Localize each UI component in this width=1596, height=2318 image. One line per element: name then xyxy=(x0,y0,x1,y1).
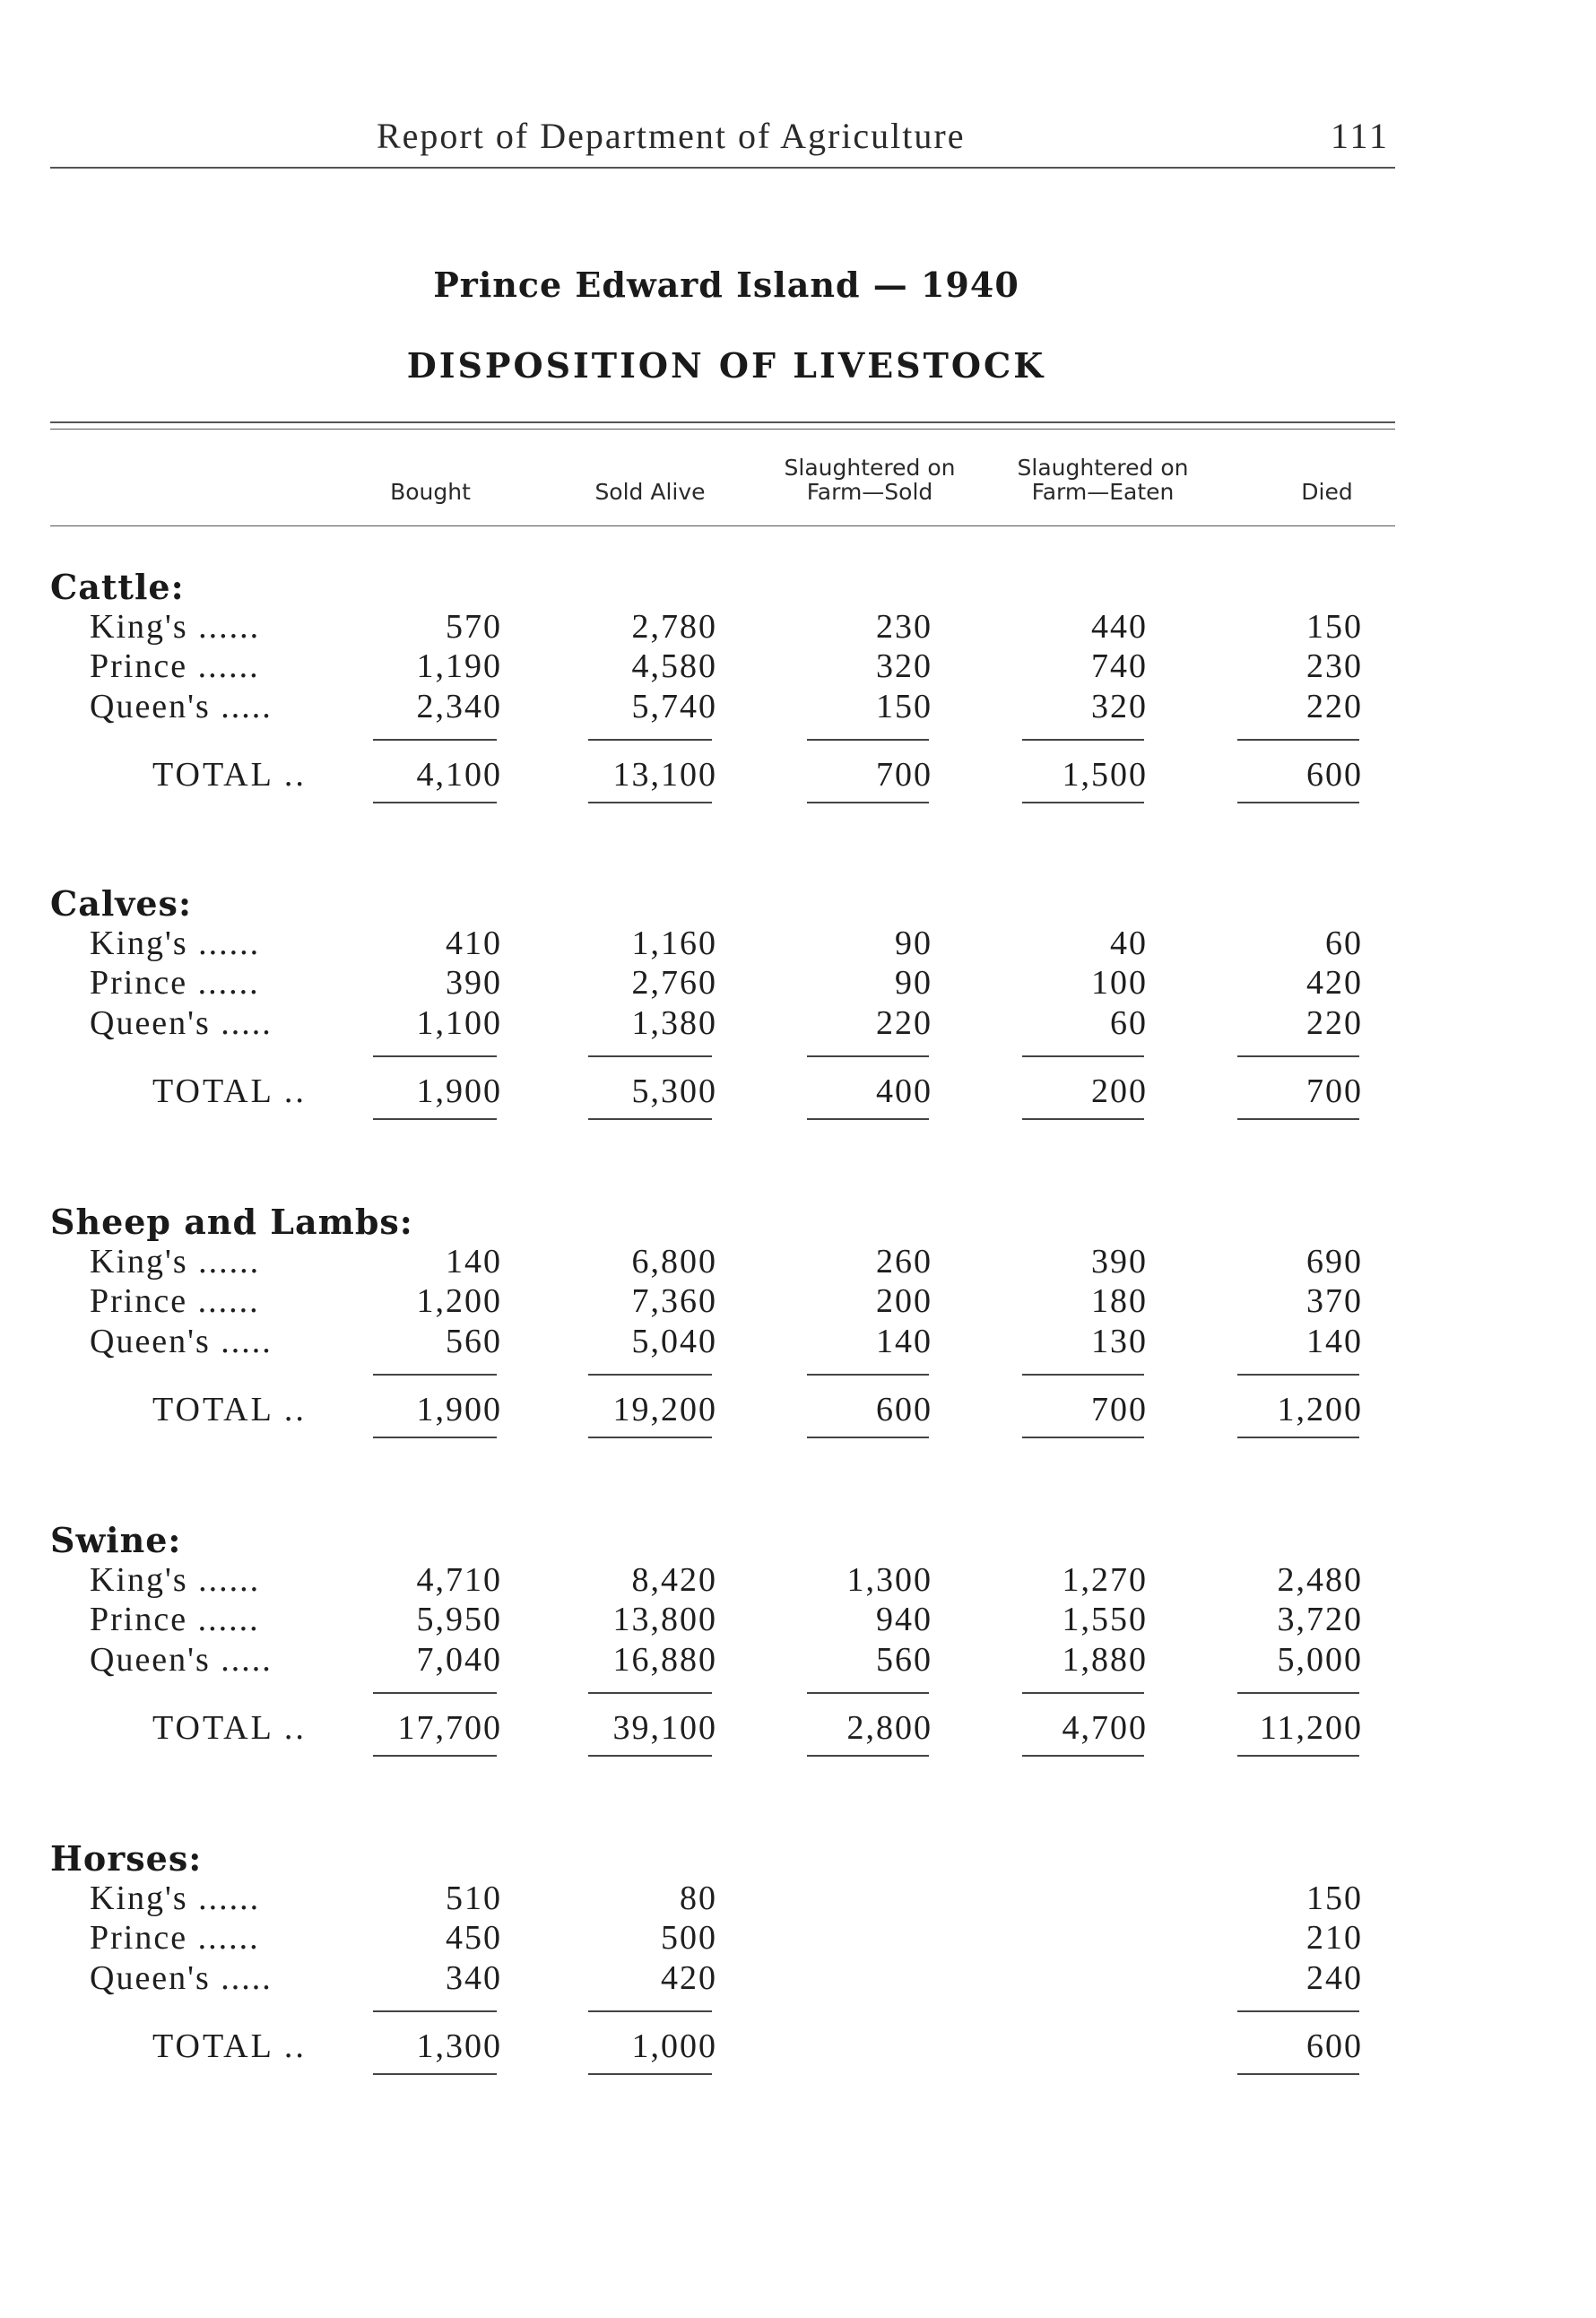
table-row-label: King's ...... xyxy=(90,1879,261,1917)
total-rule-top xyxy=(373,1374,497,1376)
table-row-label: King's ...... xyxy=(90,607,261,646)
table-top-rule xyxy=(50,421,1395,423)
cell-sold-alive: 420 xyxy=(661,1958,717,1997)
column-header-line1 xyxy=(359,456,502,480)
cell-died: 220 xyxy=(1306,1003,1363,1042)
column-header-line1: Slaughtered on xyxy=(784,455,956,481)
total-rule-top xyxy=(373,1692,497,1694)
total-rule-top xyxy=(373,2010,497,2012)
total-rule-bottom xyxy=(1022,1755,1144,1757)
cell-slaughtered-eaten: 440 xyxy=(1091,607,1148,646)
cell-slaughtered-eaten: 320 xyxy=(1091,687,1148,725)
total-rule-bottom xyxy=(373,1755,497,1757)
cell-slaughtered-sold: 90 xyxy=(895,924,932,962)
cell-bought: 510 xyxy=(446,1879,502,1917)
total-rule-top xyxy=(1237,2010,1359,2012)
cell-slaughtered-sold: 90 xyxy=(895,964,932,1002)
table-row-label: Queen's ..... xyxy=(90,1322,273,1360)
page-number: 111 xyxy=(1331,116,1391,156)
total-rule-bottom xyxy=(807,1437,929,1438)
cell-slaughtered-sold: 260 xyxy=(876,1242,932,1281)
cell-slaughtered-sold: 150 xyxy=(876,687,932,725)
column-header-line2: Bought xyxy=(390,479,471,505)
total-rule-top xyxy=(807,1055,929,1057)
cell-bought: 5,950 xyxy=(416,1601,502,1638)
cell-slaughtered-eaten: 130 xyxy=(1091,1322,1148,1360)
cell-slaughtered-eaten: 100 xyxy=(1091,964,1148,1002)
total-slaughtered-sold: 700 xyxy=(876,756,932,794)
total-rule-bottom xyxy=(588,1755,712,1757)
total-bought: 1,900 xyxy=(416,1072,502,1110)
table-top-rule-2 xyxy=(50,429,1395,430)
total-died: 700 xyxy=(1306,1072,1363,1110)
column-header-line2: Farm—Sold xyxy=(806,479,933,505)
total-sold-alive: 1,000 xyxy=(631,2027,717,2065)
total-rule-bottom xyxy=(373,2073,497,2075)
table-row-label: Queen's ..... xyxy=(90,1640,273,1679)
cell-bought: 340 xyxy=(446,1958,502,1997)
cell-slaughtered-sold: 220 xyxy=(876,1003,932,1042)
total-label: TOTAL .. xyxy=(152,756,307,794)
total-rule-bottom xyxy=(1237,1755,1359,1757)
cell-sold-alive: 6,800 xyxy=(631,1242,717,1281)
total-slaughtered-eaten: 700 xyxy=(1091,1391,1148,1428)
total-rule-bottom xyxy=(1022,1437,1144,1438)
cell-died: 210 xyxy=(1306,1919,1363,1957)
table-row-label: Prince ...... xyxy=(90,1919,260,1957)
cell-bought: 1,190 xyxy=(416,647,502,685)
table-row-label: Prince ...... xyxy=(90,647,260,685)
total-rule-bottom xyxy=(588,1118,712,1120)
cell-died: 2,480 xyxy=(1277,1560,1363,1599)
cell-died: 140 xyxy=(1306,1322,1363,1360)
total-died: 600 xyxy=(1306,756,1363,794)
header-rule xyxy=(50,167,1395,169)
total-rule-top xyxy=(373,739,497,741)
cell-bought: 560 xyxy=(446,1322,502,1360)
total-rule-top xyxy=(1237,739,1359,741)
cell-bought: 4,710 xyxy=(416,1560,502,1599)
column-header-line2: Sold Alive xyxy=(594,479,706,505)
cell-bought: 570 xyxy=(446,607,502,646)
column-header-line1: Slaughtered on xyxy=(1017,455,1189,481)
cell-slaughtered-sold: 940 xyxy=(876,1601,932,1638)
total-label: TOTAL .. xyxy=(152,1072,307,1110)
total-sold-alive: 39,100 xyxy=(612,1709,717,1747)
table-row-label: Queen's ..... xyxy=(90,1003,273,1042)
total-rule-bottom xyxy=(1022,1118,1144,1120)
cell-bought: 450 xyxy=(446,1919,502,1957)
total-died: 1,200 xyxy=(1277,1391,1363,1428)
cell-slaughtered-sold: 560 xyxy=(876,1640,932,1679)
cell-died: 240 xyxy=(1306,1958,1363,1997)
cell-slaughtered-eaten: 740 xyxy=(1091,647,1148,685)
cell-slaughtered-sold: 230 xyxy=(876,607,932,646)
section-label: Horses: xyxy=(50,1838,203,1879)
total-rule-top xyxy=(588,2010,712,2012)
table-row-label: Prince ...... xyxy=(90,964,260,1002)
column-header-line2: Farm—Eaten xyxy=(1031,479,1175,505)
total-rule-top xyxy=(1237,1374,1359,1376)
cell-slaughtered-eaten: 1,550 xyxy=(1062,1601,1148,1638)
total-died: 600 xyxy=(1306,2027,1363,2065)
total-rule-top xyxy=(1022,1055,1144,1057)
total-sold-alive: 13,100 xyxy=(612,756,717,794)
total-rule-bottom xyxy=(807,1118,929,1120)
cell-sold-alive: 2,780 xyxy=(631,607,717,646)
cell-sold-alive: 7,360 xyxy=(631,1282,717,1320)
running-head xyxy=(0,115,1596,169)
cell-slaughtered-eaten: 60 xyxy=(1110,1003,1148,1042)
table-subtitle: DISPOSITION OF LIVESTOCK xyxy=(406,345,1046,386)
cell-bought: 2,340 xyxy=(416,687,502,725)
cell-bought: 410 xyxy=(446,924,502,962)
cell-bought: 7,040 xyxy=(416,1640,502,1679)
total-slaughtered-sold: 600 xyxy=(876,1391,932,1428)
cell-died: 3,720 xyxy=(1277,1601,1363,1638)
column-header-slaughtered-sold xyxy=(771,456,968,504)
total-slaughtered-sold: 400 xyxy=(876,1072,932,1110)
total-rule-top xyxy=(588,1692,712,1694)
total-bought: 1,900 xyxy=(416,1391,502,1428)
cell-sold-alive: 500 xyxy=(661,1919,717,1957)
cell-sold-alive: 1,380 xyxy=(631,1003,717,1042)
total-rule-bottom xyxy=(373,1118,497,1120)
total-slaughtered-eaten: 4,700 xyxy=(1062,1709,1148,1747)
table-row-label: King's ...... xyxy=(90,924,261,962)
total-slaughtered-eaten: 1,500 xyxy=(1062,756,1148,794)
total-rule-bottom xyxy=(1237,1437,1359,1438)
cell-sold-alive: 4,580 xyxy=(631,647,717,685)
section-label: Calves: xyxy=(50,883,192,924)
cell-died: 230 xyxy=(1306,647,1363,685)
total-bought: 17,700 xyxy=(397,1709,502,1747)
section-label: Swine: xyxy=(50,1520,182,1560)
total-rule-top xyxy=(588,739,712,741)
total-rule-top xyxy=(1022,1692,1144,1694)
cell-slaughtered-sold: 1,300 xyxy=(846,1560,932,1599)
column-header-sold-alive xyxy=(565,456,735,504)
total-rule-bottom xyxy=(807,802,929,803)
cell-sold-alive: 13,800 xyxy=(612,1601,717,1638)
cell-slaughtered-sold: 140 xyxy=(876,1322,932,1360)
total-rule-bottom xyxy=(1237,1118,1359,1120)
cell-slaughtered-eaten: 1,880 xyxy=(1062,1640,1148,1679)
total-rule-bottom xyxy=(1237,802,1359,803)
column-header-line1 xyxy=(565,456,735,480)
table-title: Prince Edward Island — 1940 xyxy=(433,265,1019,305)
total-slaughtered-eaten: 200 xyxy=(1091,1072,1148,1110)
cell-sold-alive: 8,420 xyxy=(631,1560,717,1599)
cell-sold-alive: 80 xyxy=(680,1879,717,1917)
cell-slaughtered-eaten: 40 xyxy=(1110,924,1148,962)
section-label: Cattle: xyxy=(50,567,185,607)
total-died: 11,200 xyxy=(1259,1709,1363,1747)
cell-slaughtered-eaten: 180 xyxy=(1091,1282,1148,1320)
table-row-label: Queen's ..... xyxy=(90,687,273,725)
total-rule-top xyxy=(1022,739,1144,741)
total-bought: 4,100 xyxy=(416,756,502,794)
total-sold-alive: 19,200 xyxy=(612,1391,717,1428)
cell-died: 150 xyxy=(1306,607,1363,646)
column-header-died xyxy=(1255,456,1399,504)
cell-slaughtered-sold: 200 xyxy=(876,1282,932,1320)
cell-slaughtered-eaten: 1,270 xyxy=(1062,1560,1148,1599)
cell-sold-alive: 5,740 xyxy=(631,687,717,725)
total-label: TOTAL .. xyxy=(152,2027,307,2065)
cell-died: 220 xyxy=(1306,687,1363,725)
table-row-label: Queen's ..... xyxy=(90,1958,273,1997)
total-rule-top xyxy=(807,739,929,741)
cell-bought: 1,100 xyxy=(416,1003,502,1042)
header-bottom-rule xyxy=(50,525,1395,526)
total-rule-bottom xyxy=(1022,802,1144,803)
cell-died: 60 xyxy=(1325,924,1363,962)
cell-bought: 140 xyxy=(446,1242,502,1281)
total-rule-top xyxy=(807,1692,929,1694)
cell-died: 420 xyxy=(1306,964,1363,1002)
total-rule-bottom xyxy=(588,2073,712,2075)
column-header-line1 xyxy=(1255,456,1399,480)
total-rule-bottom xyxy=(807,1755,929,1757)
total-rule-bottom xyxy=(588,802,712,803)
table-row-label: Prince ...... xyxy=(90,1282,260,1320)
cell-sold-alive: 5,040 xyxy=(631,1322,717,1360)
total-rule-bottom xyxy=(588,1437,712,1438)
column-header-bought xyxy=(359,456,502,504)
cell-sold-alive: 1,160 xyxy=(631,924,717,962)
total-rule-bottom xyxy=(1237,2073,1359,2075)
total-label: TOTAL .. xyxy=(152,1391,307,1428)
cell-slaughtered-sold: 320 xyxy=(876,647,932,685)
cell-bought: 1,200 xyxy=(416,1282,502,1320)
total-sold-alive: 5,300 xyxy=(631,1072,717,1110)
total-rule-bottom xyxy=(373,1437,497,1438)
column-header-line2: Died xyxy=(1301,479,1353,505)
total-label: TOTAL .. xyxy=(152,1709,307,1747)
total-bought: 1,300 xyxy=(416,2027,502,2065)
total-rule-top xyxy=(1237,1055,1359,1057)
total-rule-top xyxy=(807,1374,929,1376)
cell-slaughtered-eaten: 390 xyxy=(1091,1242,1148,1281)
running-title: Report of Department of Agriculture xyxy=(377,116,966,156)
cell-sold-alive: 2,760 xyxy=(631,964,717,1002)
section-label: Sheep and Lambs: xyxy=(50,1202,413,1242)
table-row-label: Prince ...... xyxy=(90,1601,260,1638)
cell-sold-alive: 16,880 xyxy=(612,1640,717,1679)
total-rule-top xyxy=(373,1055,497,1057)
total-slaughtered-sold: 2,800 xyxy=(846,1709,932,1747)
column-header-slaughtered-eaten xyxy=(1004,456,1201,504)
cell-bought: 390 xyxy=(446,964,502,1002)
table-row-label: King's ...... xyxy=(90,1242,261,1281)
cell-died: 150 xyxy=(1306,1879,1363,1917)
total-rule-top xyxy=(1022,1374,1144,1376)
total-rule-top xyxy=(588,1055,712,1057)
cell-died: 690 xyxy=(1306,1242,1363,1281)
cell-died: 370 xyxy=(1306,1282,1363,1320)
total-rule-top xyxy=(1237,1692,1359,1694)
cell-died: 5,000 xyxy=(1277,1640,1363,1679)
table-row-label: King's ...... xyxy=(90,1560,261,1599)
total-rule-top xyxy=(588,1374,712,1376)
total-rule-bottom xyxy=(373,802,497,803)
